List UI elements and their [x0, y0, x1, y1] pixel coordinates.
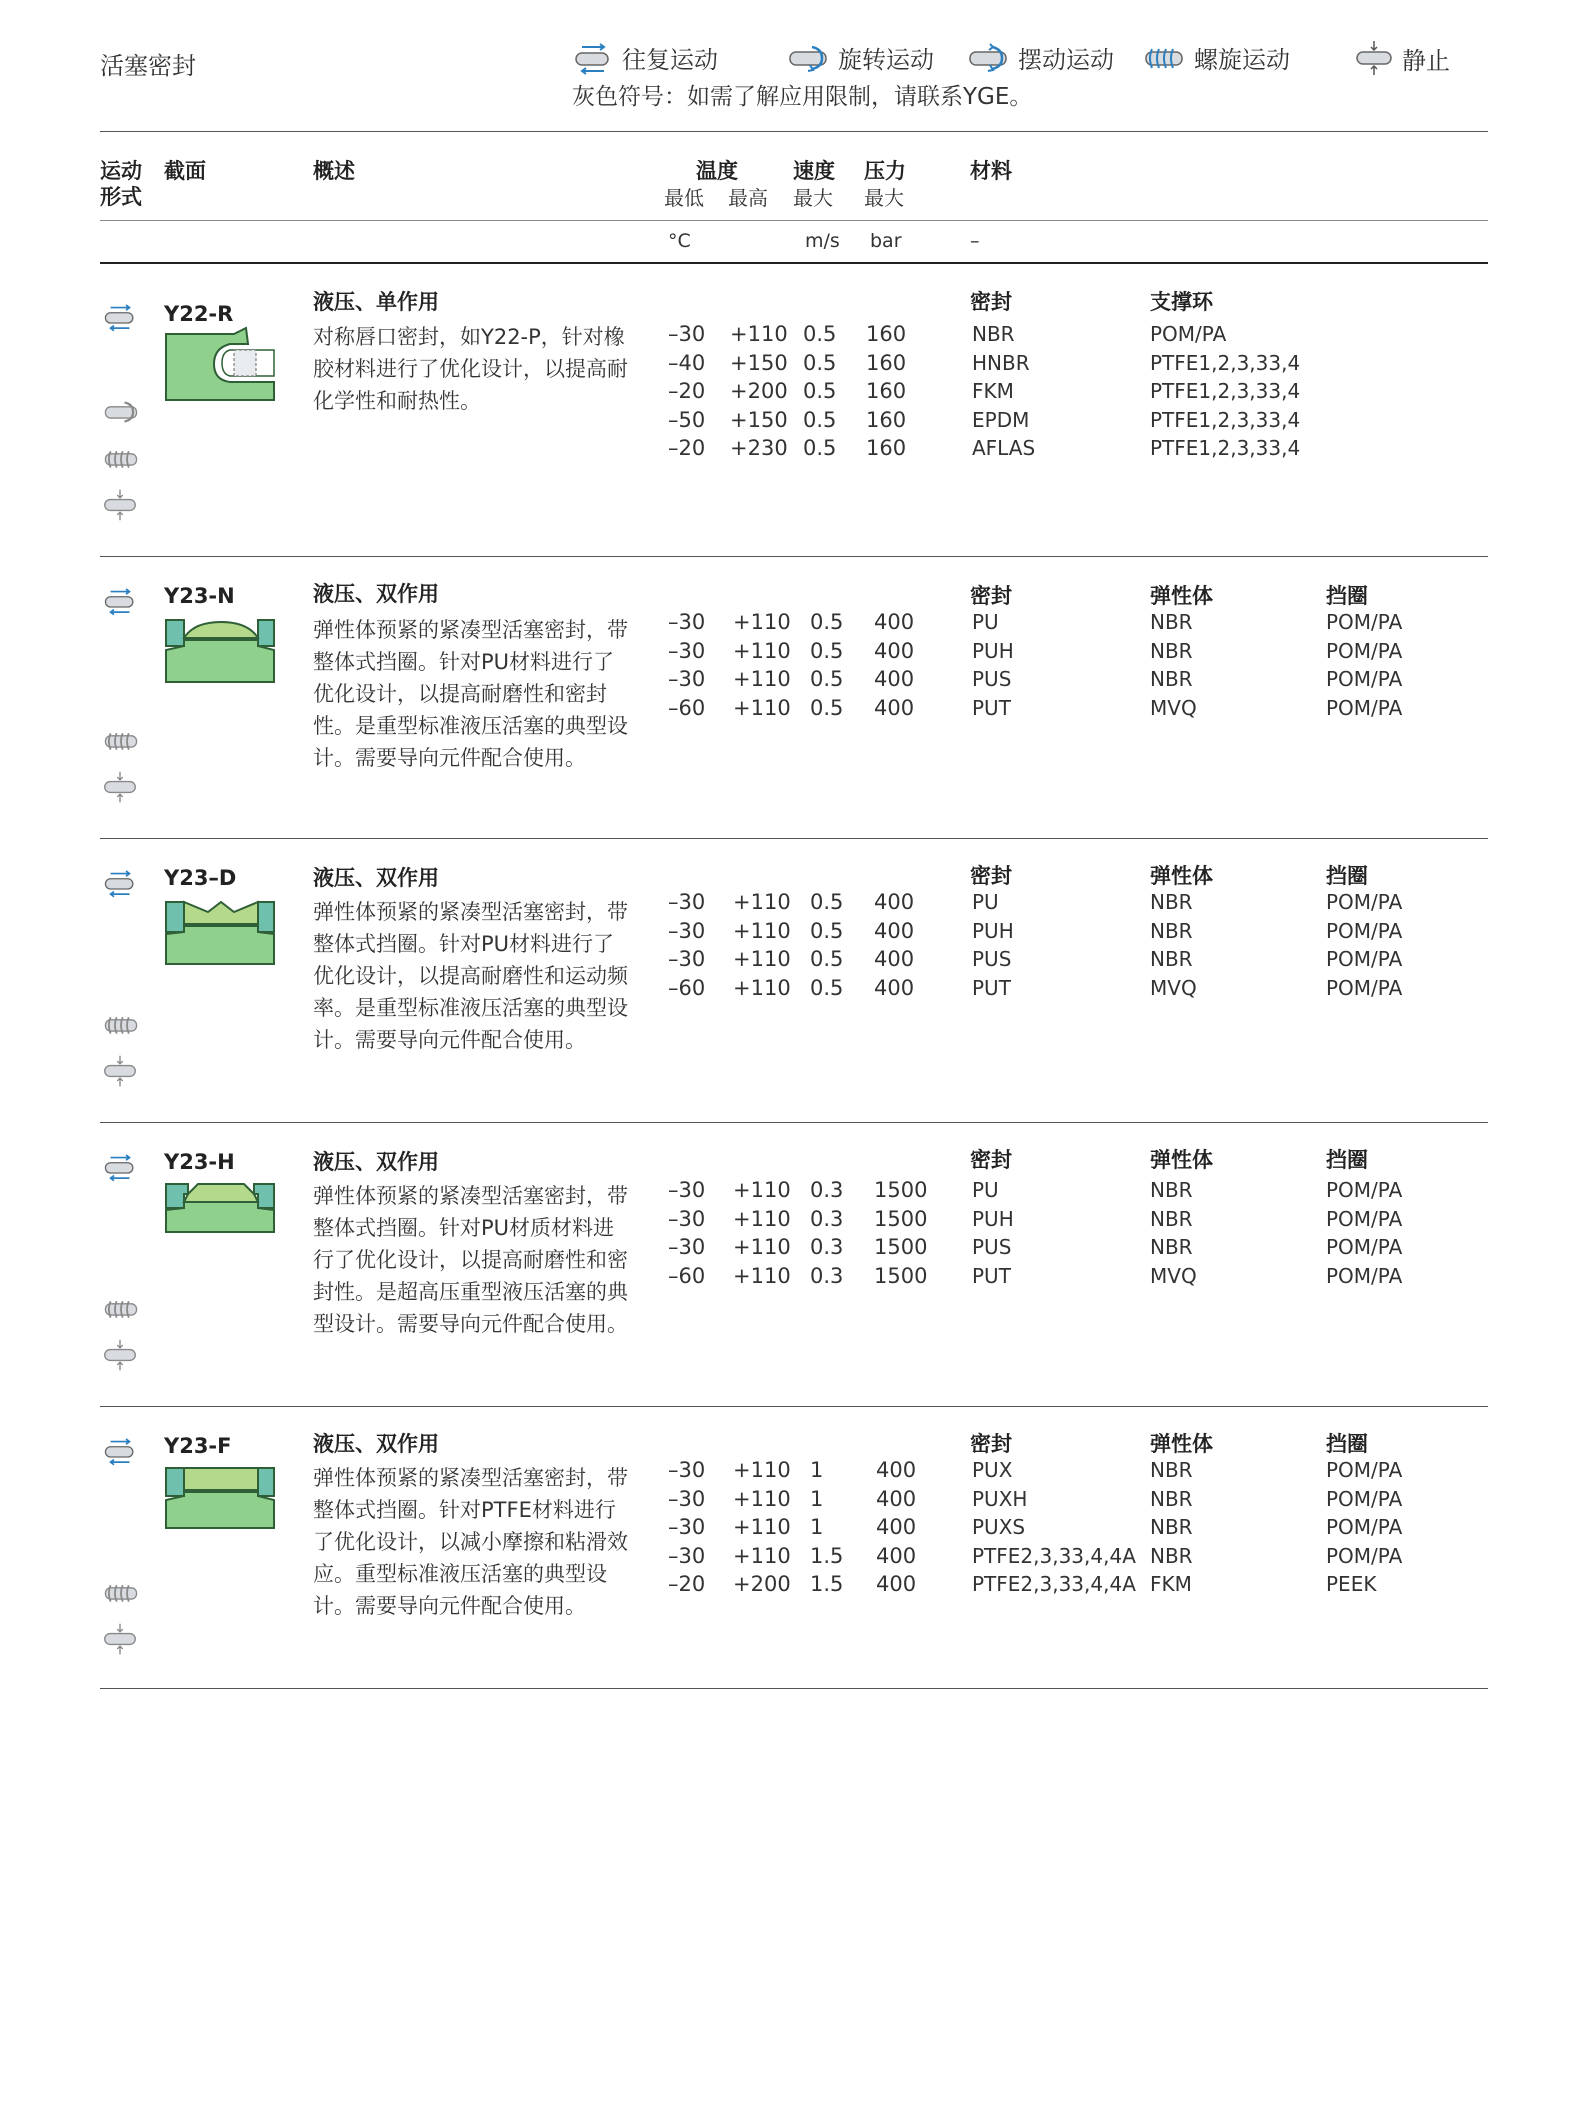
- cell: 0.5: [810, 610, 844, 634]
- cell: 400: [874, 610, 915, 634]
- row-description: 弹性体预紧的紧凑型活塞密封，带整体式挡圈。针对PTFE材料进行了优化设计，以减小摩擦和粘滑效应。重型标准液压活塞的典型设计。需要导向元件配合使用。: [313, 1466, 628, 1618]
- material-header: 密封: [970, 1432, 1012, 1456]
- legend-label: 螺旋运动: [1194, 46, 1290, 74]
- cell: FKM: [1150, 1572, 1192, 1596]
- seal-material-col: [972, 1176, 1014, 1290]
- oscillating-icon: [966, 41, 1010, 75]
- cell: POM/PA: [1326, 918, 1403, 943]
- cell: –60: [668, 1263, 706, 1288]
- temp-max-col: [733, 1176, 791, 1290]
- cell: POM/PA: [1326, 1178, 1403, 1202]
- helical-icon: [102, 1010, 140, 1040]
- material-header: 挡圈: [1326, 1432, 1368, 1456]
- cell: –20: [668, 436, 706, 460]
- cell: –30: [668, 1486, 706, 1511]
- row-title: 液压、单作用: [313, 290, 439, 314]
- cell: NBR: [972, 322, 1015, 346]
- cell: 0.5: [810, 638, 844, 663]
- pressure-col: [874, 888, 914, 1002]
- cell: +110: [733, 667, 791, 691]
- pressure-col: [876, 1456, 916, 1599]
- temp-max-col: [733, 1456, 791, 1599]
- cell: 0.3: [810, 1263, 844, 1288]
- cell: POM/PA: [1326, 638, 1403, 663]
- legend-note: 灰色符号：如需了解应用限制，请联系YGE。: [572, 84, 1033, 110]
- cell: –30: [668, 918, 706, 943]
- cell: 1: [810, 1458, 824, 1482]
- material-header: 挡圈: [1326, 584, 1368, 608]
- cell: POM/PA: [1326, 667, 1403, 691]
- cell: PUH: [972, 918, 1014, 943]
- cell: POM/PA: [1326, 890, 1403, 914]
- cell: 400: [876, 1572, 917, 1596]
- cell: PTFE1,2,3,33,4: [1150, 407, 1301, 432]
- cell: POM/PA: [1326, 975, 1403, 1000]
- reciprocating-icon: [102, 868, 138, 898]
- cell: POM/PA: [1150, 322, 1227, 346]
- row-description: 对称唇口密封，如Y22-P，针对橡胶材料进行了优化设计，以提高耐化学性和耐热性。: [313, 325, 628, 413]
- cell: MVQ: [1150, 1263, 1197, 1288]
- rule-header: [100, 220, 1488, 221]
- cell: PU: [972, 1178, 999, 1202]
- col-header-temp-max: 最高: [728, 186, 768, 210]
- profile-code: Y22-R: [164, 302, 234, 326]
- row-divider: [100, 1688, 1488, 1689]
- material-header: 密封: [970, 290, 1012, 314]
- cell: PUS: [972, 947, 1012, 971]
- cell: PEEK: [1326, 1572, 1377, 1596]
- cell: 1: [810, 1486, 824, 1511]
- cell: 0.3: [810, 1235, 844, 1259]
- cell: 1.5: [810, 1572, 844, 1596]
- cross-section-drawing: [164, 326, 278, 404]
- static-icon: [102, 770, 138, 804]
- cell: 0.5: [803, 350, 837, 375]
- cell: –30: [668, 638, 706, 663]
- cell: 160: [866, 379, 907, 403]
- cell: POM/PA: [1326, 610, 1403, 634]
- cell: 400: [874, 667, 915, 691]
- cell: +110: [733, 1235, 791, 1259]
- cell: 1500: [874, 1178, 928, 1202]
- cell: +200: [733, 1572, 791, 1596]
- cell: EPDM: [972, 407, 1030, 432]
- cell: 400: [876, 1515, 917, 1539]
- cell: POM/PA: [1326, 1235, 1403, 1259]
- legend-label: 往复运动: [622, 46, 718, 74]
- col-header-material: 材料: [970, 159, 1012, 183]
- cell: 0.5: [803, 436, 837, 460]
- cell: 400: [874, 638, 915, 663]
- cell: 1.5: [810, 1543, 844, 1568]
- static-icon: [102, 488, 138, 522]
- unit-material: –: [970, 230, 980, 252]
- material-header: 支撑环: [1150, 290, 1213, 314]
- cell: +110: [733, 1515, 791, 1539]
- cell: +110: [733, 890, 791, 914]
- row-description: 弹性体预紧的紧凑型活塞密封，带整体式挡圈。针对PU材料进行了优化设计，以提高耐磨性和运动频率。是重型标准液压活塞的典型设计。需要导向元件配合使用。: [313, 900, 628, 1052]
- cell: NBR: [1150, 1206, 1193, 1231]
- cell: 160: [866, 350, 907, 375]
- col-header-temperature: 温度: [696, 159, 738, 183]
- row-description: 弹性体预紧的紧凑型活塞密封，带整体式挡圈。针对PU材料进行了优化设计，以提高耐磨性和密封性。是重型标准液压活塞的典型设计。需要导向元件配合使用。: [313, 618, 628, 770]
- cell: PUX: [972, 1458, 1013, 1482]
- cell: +110: [733, 638, 791, 663]
- cell: FKM: [972, 379, 1014, 403]
- cell: 400: [876, 1458, 917, 1482]
- cell: –30: [668, 610, 706, 634]
- speed-col: [810, 1176, 843, 1290]
- cell: PUXS: [972, 1515, 1026, 1539]
- cell: 0.5: [810, 890, 844, 914]
- cell: –30: [668, 1458, 706, 1482]
- temp-min-col: [668, 320, 705, 463]
- row-title: 液压、双作用: [313, 1150, 439, 1174]
- col-header-overview: 概述: [313, 159, 355, 183]
- cell: PUH: [972, 1206, 1014, 1231]
- reciprocating-icon: [102, 1436, 138, 1466]
- cell: –30: [668, 1235, 706, 1259]
- cell: +150: [730, 407, 788, 432]
- cell: NBR: [1150, 1543, 1193, 1568]
- cell: –60: [668, 695, 706, 720]
- col-header-temp-min: 最低: [664, 186, 704, 210]
- seal-material-col: [972, 320, 1035, 463]
- cell: PTFE2,3,33,4,4A: [972, 1572, 1136, 1596]
- cell: 400: [874, 695, 915, 720]
- cell: 0.5: [810, 667, 844, 691]
- helical-icon: [102, 1578, 140, 1608]
- cell: +110: [733, 695, 791, 720]
- cell: –20: [668, 379, 706, 403]
- cell: MVQ: [1150, 695, 1197, 720]
- cross-section-drawing: [164, 1180, 278, 1238]
- profile-code: Y23–D: [164, 866, 237, 890]
- cell: AFLAS: [972, 436, 1036, 460]
- elastomer-col: [1150, 888, 1197, 1002]
- row-title: 液压、双作用: [313, 866, 439, 890]
- cell: –60: [668, 975, 706, 1000]
- speed-col: [810, 1456, 843, 1599]
- helical-icon: [102, 726, 140, 756]
- cell: –30: [668, 1543, 706, 1568]
- cell: PTFE2,3,33,4,4A: [972, 1543, 1136, 1568]
- profile-code: Y23-N: [164, 584, 235, 608]
- pressure-col: [874, 608, 914, 722]
- col-header-pressure-max: 最大: [864, 186, 904, 210]
- cell: PU: [972, 610, 999, 634]
- speed-col: [803, 320, 836, 463]
- cell: 400: [874, 975, 915, 1000]
- cell: 400: [874, 947, 915, 971]
- cross-section-drawing: [164, 616, 278, 686]
- cell: 400: [874, 890, 915, 914]
- col-header-speed-max: 最大: [793, 186, 833, 210]
- cell: 400: [876, 1543, 917, 1568]
- cell: NBR: [1150, 1486, 1193, 1511]
- seal-row: [0, 1122, 1588, 1406]
- cell: 1500: [874, 1206, 928, 1231]
- helical-icon: [102, 444, 140, 474]
- cell: +230: [730, 436, 788, 460]
- seal-material-col: [972, 1456, 1136, 1599]
- cell: 1: [810, 1515, 824, 1539]
- temp-min-col: [668, 1176, 705, 1290]
- unit-pressure: bar: [870, 230, 902, 252]
- cell: +110: [733, 610, 791, 634]
- cell: 0.5: [803, 322, 837, 346]
- cell: –30: [668, 1206, 706, 1231]
- seal-row: [0, 556, 1588, 838]
- profile-code: Y23-F: [164, 1434, 232, 1458]
- reciprocating-icon: [572, 41, 614, 75]
- temp-min-col: [668, 888, 705, 1002]
- backup-ring-col: [1326, 888, 1402, 1002]
- row-title: 液压、双作用: [313, 1432, 439, 1456]
- cell: PUS: [972, 1235, 1012, 1259]
- cell: –30: [668, 947, 706, 971]
- cell: 400: [874, 918, 915, 943]
- legend-label: 静止: [1402, 46, 1450, 75]
- cell: –40: [668, 350, 706, 375]
- col-header-section: 截面: [164, 159, 206, 183]
- material-header: 弹性体: [1150, 1432, 1213, 1456]
- cell: –30: [668, 1515, 706, 1539]
- elastomer-col: [1150, 1456, 1193, 1599]
- cell: +110: [733, 1206, 791, 1231]
- seal-material-col: [972, 888, 1014, 1002]
- legend-rotary: [786, 40, 934, 75]
- cell: PUT: [972, 695, 1011, 720]
- cell: 0.3: [810, 1178, 844, 1202]
- cell: PTFE1,2,3,33,4: [1150, 350, 1301, 375]
- cell: +110: [733, 1486, 791, 1511]
- row-description: 弹性体预紧的紧凑型活塞密封，带整体式挡圈。针对PU材质材料进行了优化设计，以提高耐磨性和密封性。是超高压重型液压活塞的典型设计。需要导向元件配合使用。: [313, 1184, 628, 1336]
- cell: PUT: [972, 975, 1011, 1000]
- cell: POM/PA: [1326, 1543, 1403, 1568]
- cell: NBR: [1150, 638, 1193, 663]
- material-header: 弹性体: [1150, 1148, 1213, 1172]
- cell: 0.5: [803, 407, 837, 432]
- material-header: 密封: [970, 1148, 1012, 1172]
- static-icon: [102, 1338, 138, 1372]
- cell: POM/PA: [1326, 695, 1403, 720]
- rule-top: [100, 131, 1488, 132]
- material-header: 密封: [970, 584, 1012, 608]
- rotary-icon: [786, 41, 830, 75]
- legend-label: 旋转运动: [838, 46, 934, 74]
- legend-static: [1354, 40, 1450, 76]
- cell: NBR: [1150, 1235, 1193, 1259]
- cell: +110: [733, 1543, 791, 1568]
- reciprocating-icon: [102, 586, 138, 616]
- cell: –30: [668, 1178, 706, 1202]
- cell: POM/PA: [1326, 1486, 1403, 1511]
- elastomer-col: [1150, 608, 1197, 722]
- cell: PUS: [972, 667, 1012, 691]
- helical-icon: [102, 1294, 140, 1324]
- speed-col: [810, 608, 843, 722]
- cell: 400: [876, 1486, 917, 1511]
- col-header-motion: 运动 形式: [100, 159, 142, 209]
- cross-section-drawing: [164, 898, 278, 968]
- cell: –30: [668, 322, 706, 346]
- col-header-speed: 速度: [793, 159, 835, 183]
- cell: PTFE1,2,3,33,4: [1150, 379, 1301, 403]
- temp-max-col: [733, 888, 791, 1002]
- pressure-col: [866, 320, 906, 463]
- cell: –30: [668, 667, 706, 691]
- cell: NBR: [1150, 1178, 1193, 1202]
- material-header: 弹性体: [1150, 864, 1213, 888]
- material-header: 弹性体: [1150, 584, 1213, 608]
- material-header: 挡圈: [1326, 1148, 1368, 1172]
- cell: 0.5: [810, 695, 844, 720]
- legend-helical: [1142, 40, 1290, 75]
- helical-icon: [1142, 41, 1186, 75]
- temp-min-col: [668, 1456, 705, 1599]
- speed-col: [810, 888, 843, 1002]
- cell: +110: [733, 1178, 791, 1202]
- cell: NBR: [1150, 610, 1193, 634]
- backup-ring-col: [1326, 1176, 1402, 1290]
- profile-code: Y23-H: [164, 1150, 235, 1174]
- support-material-col: [1150, 320, 1300, 463]
- temp-min-col: [668, 608, 705, 722]
- material-header: 挡圈: [1326, 864, 1368, 888]
- cell: 0.5: [803, 379, 837, 403]
- page-title: 活塞密封: [100, 52, 196, 80]
- row-title: 液压、双作用: [313, 582, 439, 606]
- legend-reciprocating: [572, 40, 718, 75]
- cell: POM/PA: [1326, 1263, 1403, 1288]
- unit-speed: m/s: [805, 230, 840, 252]
- cell: 1500: [874, 1263, 928, 1288]
- cell: NBR: [1150, 918, 1193, 943]
- legend-label: 摆动运动: [1018, 46, 1114, 74]
- cell: PUXH: [972, 1486, 1028, 1511]
- reciprocating-icon: [102, 1152, 138, 1182]
- cell: NBR: [1150, 1515, 1193, 1539]
- seal-row: [0, 1406, 1588, 1688]
- seal-row: [0, 838, 1588, 1122]
- cell: NBR: [1150, 667, 1193, 691]
- cell: PUH: [972, 638, 1014, 663]
- cell: MVQ: [1150, 975, 1197, 1000]
- legend-oscillating: [966, 40, 1114, 75]
- cell: –20: [668, 1572, 706, 1596]
- cell: 160: [866, 322, 907, 346]
- reciprocating-icon: [102, 302, 138, 332]
- cell: –50: [668, 407, 706, 432]
- elastomer-col: [1150, 1176, 1197, 1290]
- cell: +110: [730, 322, 788, 346]
- cell: PTFE1,2,3,33,4: [1150, 436, 1301, 460]
- cell: +150: [730, 350, 788, 375]
- cell: PU: [972, 890, 999, 914]
- cell: 0.5: [810, 975, 844, 1000]
- cell: 0.5: [810, 947, 844, 971]
- rotary-icon: [102, 397, 140, 427]
- temp-max-col: [730, 320, 788, 463]
- cell: HNBR: [972, 350, 1030, 375]
- temp-max-col: [733, 608, 791, 722]
- backup-ring-col: [1326, 1456, 1402, 1599]
- cell: 160: [866, 407, 907, 432]
- static-icon: [102, 1054, 138, 1088]
- cell: POM/PA: [1326, 1458, 1403, 1482]
- col-header-pressure: 压力: [864, 159, 906, 183]
- cell: NBR: [1150, 1458, 1193, 1482]
- cell: +110: [733, 975, 791, 1000]
- cell: +200: [730, 379, 788, 403]
- cell: POM/PA: [1326, 947, 1403, 971]
- material-header: 密封: [970, 864, 1012, 888]
- cell: 0.5: [810, 918, 844, 943]
- seal-row: [0, 262, 1588, 556]
- cell: +110: [733, 918, 791, 943]
- cell: NBR: [1150, 890, 1193, 914]
- static-icon: [102, 1622, 138, 1656]
- unit-temp: °C: [668, 230, 691, 252]
- backup-ring-col: [1326, 608, 1402, 722]
- cell: –30: [668, 890, 706, 914]
- cross-section-drawing: [164, 1464, 278, 1532]
- cell: +110: [733, 1458, 791, 1482]
- cell: POM/PA: [1326, 1206, 1403, 1231]
- static-icon: [1354, 40, 1394, 76]
- cell: +110: [733, 1263, 791, 1288]
- cell: 1500: [874, 1235, 928, 1259]
- cell: NBR: [1150, 947, 1193, 971]
- cell: PUT: [972, 1263, 1011, 1288]
- cell: POM/PA: [1326, 1515, 1403, 1539]
- seal-material-col: [972, 608, 1014, 722]
- cell: 160: [866, 436, 907, 460]
- cell: +110: [733, 947, 791, 971]
- cell: 0.3: [810, 1206, 844, 1231]
- pressure-col: [874, 1176, 927, 1290]
